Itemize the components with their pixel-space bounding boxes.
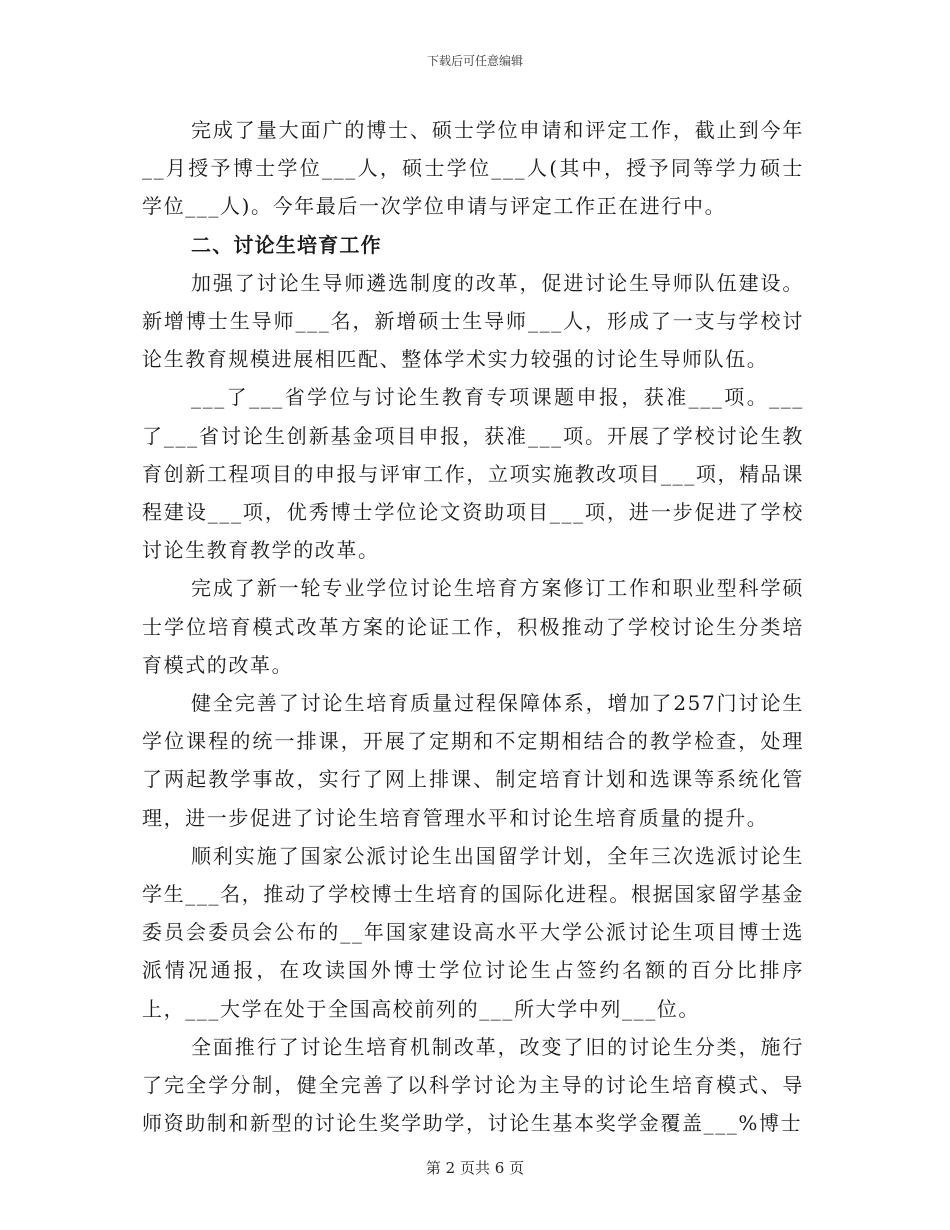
page-header: 下载后可任意编辑	[426, 54, 523, 68]
section-heading-graduate-training: 二、讨论生培育工作	[191, 232, 382, 257]
document-body	[142, 111, 804, 1142]
paragraph-training-plan-revision: 完成了新一轮专业学位讨论生培育方案修订工作和职业型科学硕士学位培育模式改革方案的论证工作，积极推动了学校讨论生分类培育模式的改革。	[142, 576, 804, 677]
paragraph-degree-evaluation: 完成了量大面广的博士、硕士学位申请和评定工作，截止到今年__月授予博士学位___人，硕士学位___人(其中，授予同等学力硕士学位___人)。今年最后一次学位申请与评定工作正在进行中。	[142, 118, 804, 219]
paragraph-mechanism-reform: 全面推行了讨论生培育机制改革，改变了旧的讨论生分类，施行了完全学分制，健全完善了以科学讨论为主导的讨论生培育模式、导师资助制和新型的讨论生奖学助学，讨论生基本奖学金覆盖___%博士	[142, 1034, 804, 1136]
page-footer: 第 2 页共 6 页	[425, 1159, 525, 1177]
paragraph-supervisor-selection: 加强了讨论生导师遴选制度的改革，促进讨论生导师队伍建设。新增博士生导师___名，新增硕士生导师___人，形成了一支与学校讨论生教育规模进展相匹配、整体学术实力较强的讨论生导师队伍。	[142, 270, 804, 372]
paragraph-quality-assurance: 健全完善了讨论生培育质量过程保障体系，增加了257门讨论生学位课程的统一排课，开展了定期和不定期相结合的教学检查，处理了两起教学事故，实行了网上排课、制定培育计划和选课等系统化管理，进一步促进了讨论生培育管理水平和讨论生培育质量的提升。	[142, 691, 804, 830]
paragraph-study-abroad: 顺利实施了国家公派讨论生出国留学计划，全年三次选派讨论生学生___名，推动了学校博士生培育的国际化进程。根据国家留学基金委员会委员会公布的__年国家建设高水平大学公派讨论生项目博士选派情况通报，在攻读国外博士学位讨论生占签约名额的百分比排序上，___大学在处于全国高校前列的___所大学中列___位。	[142, 843, 804, 1021]
paragraph-research-projects: ___了___省学位与讨论生教育专项课题申报，获准___项。___了___省讨论生创新基金项目申报，获准___项。开展了学校讨论生教育创新工程项目的申报与评审工作，立项实施教改项目___项，精品课程建设___项，优秀博士学位论文资助项目___项，进一步促进了学校讨论生教育教学的改革。	[142, 385, 804, 563]
